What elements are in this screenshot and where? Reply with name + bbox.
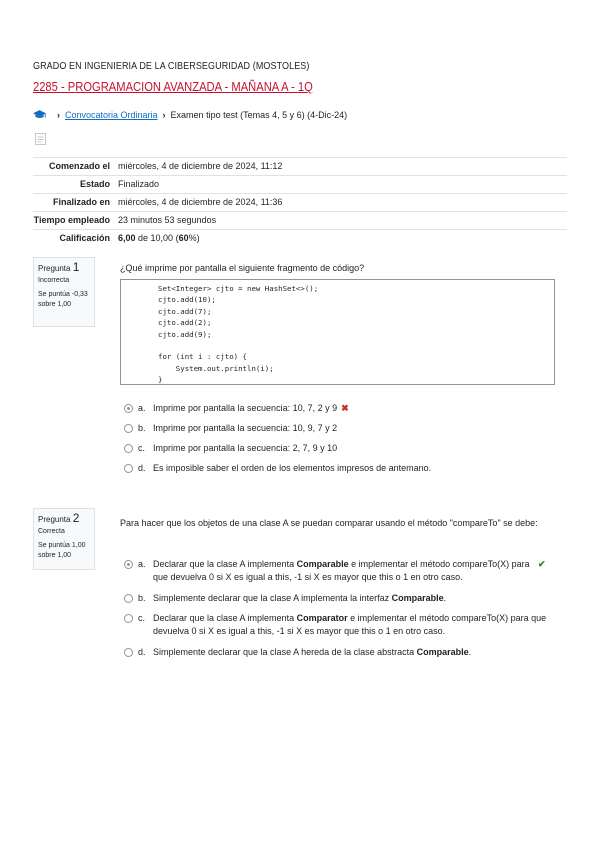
radio-button[interactable] <box>124 424 133 433</box>
question-text-1: ¿Qué imprime por pantalla el siguiente fragmento de código? <box>120 263 365 273</box>
summary-row-started <box>33 157 567 175</box>
summary-value: Finalizado <box>118 179 160 189</box>
answer-text: Es imposible saber el orden de los elementos impresos de antemano. <box>153 463 432 473</box>
answer-option[interactable] <box>124 612 554 638</box>
answer-letter: c. <box>138 443 146 453</box>
radio-button[interactable] <box>124 464 133 473</box>
answer-letter: c. <box>138 613 146 623</box>
answer-option[interactable] <box>124 422 337 435</box>
radio-button[interactable] <box>124 560 133 569</box>
question-info-1 <box>33 257 95 327</box>
code-snippet: Set<Integer> cjto = new HashSet<>(); cjto.add(10); cjto.add(7); cjto.add(2); cjto.add(9); for (int i : cjto) { System.out.println(i); } <box>120 279 555 385</box>
answer-text-post: . <box>443 593 447 603</box>
attempt-summary-table <box>33 157 567 247</box>
grade-percent: 60 <box>178 233 189 243</box>
breadcrumb-current: Examen tipo test (Temas 4, 5 y 6) (4-Dic-24) <box>170 110 348 120</box>
answer-letter: b. <box>138 423 146 433</box>
breadcrumb <box>33 110 347 120</box>
answer-text-pre: Declarar que la clase A implementa <box>153 559 297 569</box>
summary-label: Tiempo empleado <box>33 215 110 225</box>
answer-text <box>153 592 446 605</box>
answer-text-bold: Comparable <box>296 559 349 569</box>
answer-text-post: . <box>468 647 472 657</box>
grade-value: 6,00 <box>118 233 136 243</box>
incorrect-icon: ✖ <box>341 403 349 413</box>
course-category: GRADO EN INGENIERIA DE LA CIBERSEGURIDAD (MOSTOLES) <box>33 61 310 72</box>
summary-value <box>118 232 567 245</box>
answer-option[interactable] <box>124 462 431 475</box>
radio-button[interactable] <box>124 614 133 623</box>
answer-letter: b. <box>138 593 146 603</box>
course-title-link[interactable]: 2285 - PROGRAMACION AVANZADA - MAÑANA A - 1Q <box>33 79 313 94</box>
question-state: Correcta <box>38 528 65 535</box>
grade-end: %) <box>188 233 200 243</box>
breadcrumb-link-convocatoria[interactable]: Convocatoria Ordinaria <box>65 110 158 120</box>
answer-option[interactable] <box>124 558 554 584</box>
question-label: Pregunta <box>38 264 71 273</box>
answer-text-pre: Declarar que la clase A implementa <box>153 613 297 623</box>
radio-button[interactable] <box>124 648 133 657</box>
answer-text: Imprime por pantalla la secuencia: 2, 7, 9 y 10 <box>153 443 338 453</box>
answer-text-bold: Comparable <box>416 647 469 657</box>
answer-text-post: e implementar el método compareTo(X) para que devuelva 0 si X es igual a this, -1 si X es mayor que this o 1 en otro caso. <box>153 613 547 636</box>
answer-option[interactable] <box>124 646 554 659</box>
breadcrumb-separator-icon: › <box>162 110 166 120</box>
answer-text-bold: Comparable <box>391 593 444 603</box>
grade-max: de 10,00 ( <box>135 233 179 243</box>
answer-text: Imprime por pantalla la secuencia: 10, 7, 2 y 9 <box>153 403 338 413</box>
answer-letter: a. <box>138 403 146 413</box>
answer-text <box>153 646 471 659</box>
answer-text-pre: Simplemente declarar que la clase A hereda de la clase abstracta <box>153 647 417 657</box>
question-number-value: 2 <box>72 511 80 525</box>
answer-option[interactable] <box>124 592 554 605</box>
summary-row-finished <box>33 193 567 211</box>
question-number-value: 1 <box>72 260 80 274</box>
radio-button[interactable] <box>124 594 133 603</box>
answer-letter: d. <box>138 647 146 657</box>
answer-text: Imprime por pantalla la secuencia: 10, 9, 7 y 2 <box>153 423 338 433</box>
summary-row-state <box>33 175 567 193</box>
answer-letter: a. <box>138 559 146 569</box>
summary-value: miércoles, 4 de diciembre de 2024, 11:12 <box>118 161 283 171</box>
answer-text-bold: Comparator <box>296 613 348 623</box>
summary-value: 23 minutos 53 segundos <box>118 215 217 225</box>
answer-option[interactable] <box>124 442 337 455</box>
answer-text <box>153 612 553 638</box>
document-icon[interactable] <box>35 133 46 145</box>
answer-option[interactable] <box>124 402 349 415</box>
summary-label: Comenzado el <box>48 161 110 171</box>
correct-icon: ✔ <box>538 559 546 569</box>
answer-text-pre: Simplemente declarar que la clase A implementa la interfaz <box>153 593 392 603</box>
question-state: Incorrecta <box>38 277 70 284</box>
summary-row-time <box>33 211 567 229</box>
question-label: Pregunta <box>38 515 71 524</box>
radio-button[interactable] <box>124 444 133 453</box>
question-text-2: Para hacer que los objetos de una clase A se puedan comparar usando el método "compareTo" se debe: <box>120 518 538 528</box>
question-grade: Se puntúa -0,33 sobre 1,00 <box>38 291 88 308</box>
answer-text-post: e implementar el método compareTo(X) para que devuelva 0 si X es igual a this, -1 si X es mayor que this o 1 en otro caso. <box>153 559 530 582</box>
summary-label: Finalizado en <box>52 197 110 207</box>
summary-row-grade <box>33 229 567 247</box>
question-grade: Se puntúa 1,00 sobre 1,00 <box>38 542 86 559</box>
question-number <box>38 262 90 274</box>
breadcrumb-separator-icon: › <box>57 110 60 120</box>
question-number <box>38 513 90 525</box>
summary-label: Calificación <box>59 233 110 243</box>
summary-value: miércoles, 4 de diciembre de 2024, 11:36 <box>118 197 283 207</box>
question-info-2 <box>33 508 95 570</box>
summary-label: Estado <box>79 179 110 189</box>
answer-text <box>153 558 543 584</box>
graduation-cap-icon[interactable] <box>33 110 46 120</box>
answer-letter: d. <box>138 463 146 473</box>
radio-button[interactable] <box>124 404 133 413</box>
